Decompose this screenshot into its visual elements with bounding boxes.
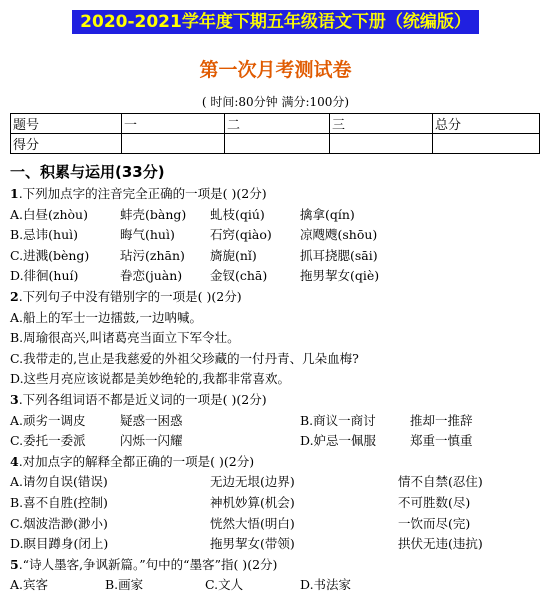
option-item: D.瞑目蹲身(闭上) [10, 536, 109, 552]
option-item: A.白昼(zhòu) [10, 206, 88, 222]
option-item: B.忌讳(huì) [10, 227, 79, 243]
exam-subtitle: 第一次月考测试卷 [199, 59, 352, 81]
option-item: D.书法家 [300, 577, 352, 593]
option-row [10, 411, 545, 432]
option-row [10, 534, 545, 555]
option-row [10, 246, 545, 267]
score-cell: 总分 [433, 114, 540, 134]
option-item: 推却一推辞 [410, 412, 473, 428]
option-item: 旖旎(nǐ) [210, 247, 257, 263]
option-item: 玷污(zhān) [120, 247, 185, 263]
option-item: D.这些月亮应该说都是美妙绝轮的,我都非常喜欢。 [10, 371, 291, 387]
option-item: 神机妙算(机会) [210, 494, 295, 510]
score-input-cell[interactable] [433, 134, 540, 154]
banner-wrap [0, 10, 551, 34]
option-item: 恍然大悟(明白) [210, 515, 295, 531]
option-item: 一饮而尽(完) [398, 515, 471, 531]
option-item: C.我带走的,岂止是我慈爱的外祖父珍藏的一付丹青、几朵血梅? [10, 350, 359, 366]
option-row [10, 514, 545, 535]
option-item: 情不自禁(忍住) [398, 474, 483, 490]
option-item: A.请勿自误(错误) [10, 474, 108, 490]
option-item: 金钗(chā) [210, 268, 268, 284]
option-item: B.画家 [105, 577, 144, 593]
option-row [10, 225, 545, 246]
score-table-score-row [11, 134, 540, 154]
exam-banner: 2020-2021学年度下期五年级语文下册（统编版） [72, 10, 479, 34]
question-text: .下列各组词语不都是近义词的一项是( )(2分) [18, 391, 267, 407]
option-item: 晦气(huì) [120, 227, 175, 243]
option-row [10, 472, 545, 493]
option-item: C.委托一委派 [10, 433, 86, 449]
question-number: 4 [10, 453, 19, 469]
option-item: C.烟波浩渺(渺小) [10, 515, 108, 531]
question-text: .“诗人墨客,争讽新篇。”句中的“墨客”指( )(2分) [18, 556, 278, 572]
score-cell: 二 [225, 114, 330, 134]
option-item: A.宾客 [10, 577, 49, 593]
score-input-cell[interactable] [122, 134, 225, 154]
option-row [10, 205, 545, 226]
option-item: D.徘徊(huí) [10, 268, 79, 284]
section-title: 一、积累与运用(33分) [10, 163, 165, 181]
question-text: .下列句子中没有错别字的一项是( )(2分) [18, 288, 242, 304]
option-item: 无边无垠(边界) [210, 474, 295, 490]
option-row [10, 328, 545, 349]
option-item: 不可胜数(尽) [398, 494, 471, 510]
option-item: 擒拿(qín) [300, 206, 355, 222]
exam-meta: ( 时间:80分钟 满分:100分) [201, 95, 350, 109]
option-item: 眷恋(juàn) [120, 268, 183, 284]
option-item: 虬枝(qiú) [210, 206, 265, 222]
option-item: 蚌壳(bàng) [120, 206, 187, 222]
question-number: 5 [10, 556, 19, 572]
question-stem [10, 555, 545, 576]
option-item: B.商议一商讨 [300, 412, 376, 428]
option-item: A.顽劣一调皮 [10, 412, 86, 428]
score-cell: 三 [330, 114, 433, 134]
question-text: .对加点字的解释全都正确的一项是( )(2分) [18, 453, 255, 469]
option-item: C.文人 [205, 577, 244, 593]
option-item: 拖男挈女(带领) [210, 536, 295, 552]
option-item: 郑重一慎重 [410, 433, 473, 449]
option-row [10, 493, 545, 514]
option-row [10, 369, 545, 390]
option-item: A.船上的军士一边擂鼓,一边呐喊。 [10, 309, 202, 325]
score-input-cell[interactable] [330, 134, 433, 154]
option-item: 石窍(qiào) [210, 227, 272, 243]
option-item: D.妒忌一佩服 [300, 433, 377, 449]
option-row [10, 575, 545, 596]
score-table [10, 113, 540, 154]
question-stem [10, 287, 545, 308]
score-table-header-row [11, 114, 540, 134]
option-item: B.喜不自胜(控制) [10, 494, 108, 510]
question-number: 1 [10, 186, 19, 201]
question-stem [10, 184, 545, 205]
option-item: 拱伏无违(违抗) [398, 536, 483, 552]
option-item: 凉飕飕(shōu) [300, 227, 378, 243]
option-item: 拖男挈女(qiè) [300, 268, 380, 284]
option-item: 疑惑一困惑 [120, 412, 183, 428]
score-cell: 一 [122, 114, 225, 134]
score-cell: 题号 [11, 114, 122, 134]
option-item: 闪烁一闪耀 [120, 433, 183, 449]
option-item: 抓耳挠腮(sāi) [300, 247, 378, 263]
question-text: .下列加点字的注音完全正确的一项是( )(2分) [18, 186, 267, 201]
option-row [10, 349, 545, 370]
question-number: 2 [10, 288, 19, 304]
option-row [10, 266, 545, 287]
option-item: B.周瑜很高兴,叫诸葛亮当面立下军令壮。 [10, 330, 240, 346]
questions [10, 184, 545, 596]
question-stem [10, 390, 545, 411]
option-row [10, 431, 545, 452]
option-item: C.进溅(bèng) [10, 247, 90, 263]
score-input-cell[interactable] [225, 134, 330, 154]
option-row [10, 308, 545, 329]
question-number: 3 [10, 391, 19, 407]
question-stem [10, 452, 545, 473]
score-cell: 得分 [11, 134, 122, 154]
